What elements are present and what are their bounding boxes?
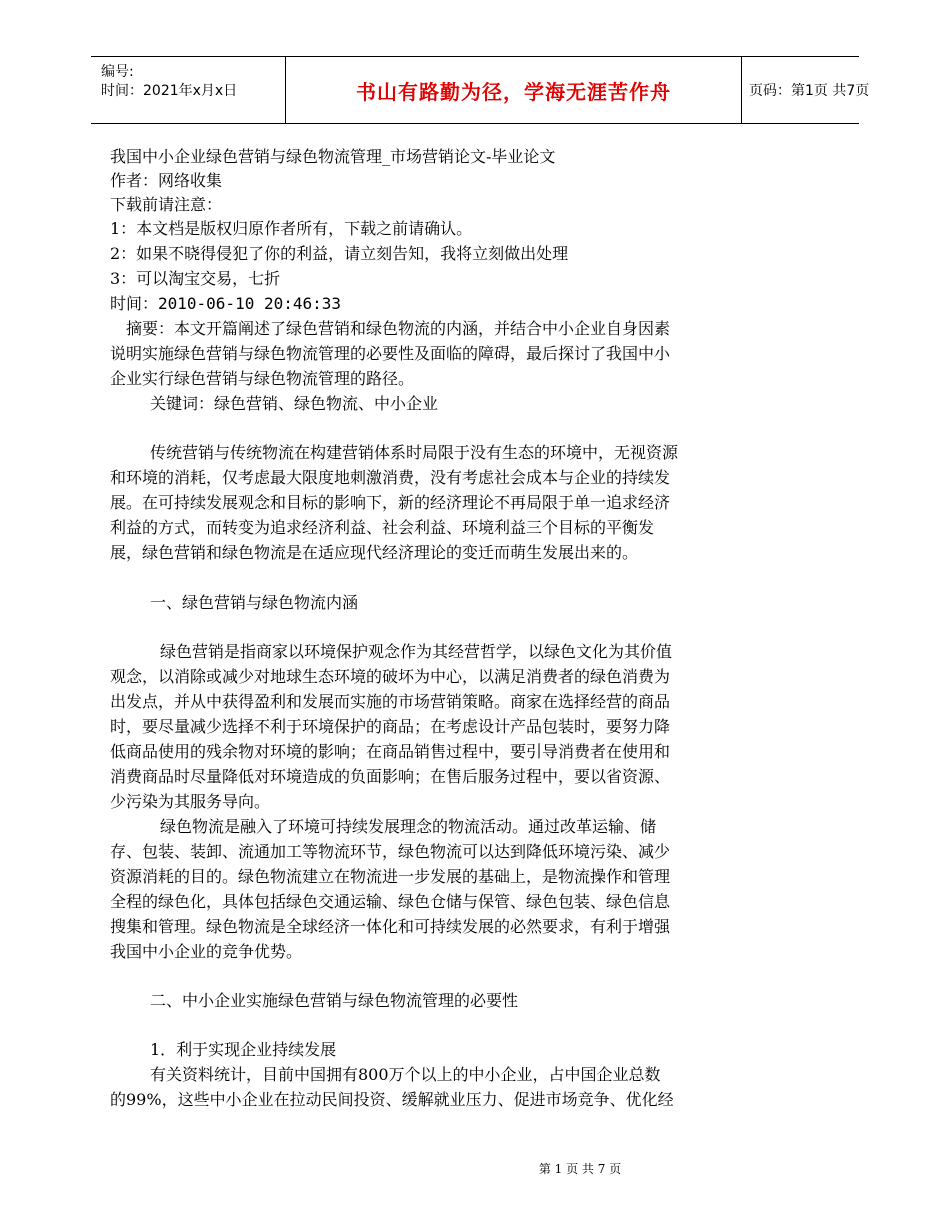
doc-time: 时间：2010-06-10 20:46:33 — [110, 294, 342, 313]
paragraph-line: 搜集和管理。绿色物流是全球经济一体化和可持续发展的必然要求，有利于增强 — [110, 917, 671, 936]
notice-heading: 下载前请注意： — [110, 195, 223, 214]
paragraph-line: 时，要尽量减少选择不利于环境保护的商品；在考虑设计产品包装时，要努力降 — [110, 717, 671, 736]
paragraph-line: 观念，以消除或减少对地球生态环境的破坏为中心，以满足消费者的绿色消费为 — [110, 667, 671, 686]
paragraph-line: 出发点，并从中获得盈利和发展而实施的市场营销策略。商家在选择经营的商品 — [110, 692, 671, 711]
header-left-cell — [91, 57, 285, 123]
paragraph-line: 的99%，这些中小企业在拉动民间投资、缓解就业压力、促进市场竞争、优化经 — [110, 1090, 674, 1109]
section-heading: 一、绿色营销与绿色物流内涵 — [150, 593, 359, 612]
doc-author: 作者：网络收集 — [110, 171, 223, 190]
keywords: 关键词：绿色营销、绿色物流、中小企业 — [150, 394, 439, 413]
paragraph-line: 存、包装、装卸、流通加工等物流环节，绿色物流可以达到降低环境污染、减少 — [110, 842, 671, 861]
abstract-line: 说明实施绿色营销与绿色物流管理的必要性及面临的障碍，最后探讨了我国中小 — [110, 344, 671, 363]
notice-item-3: 3：可以淘宝交易，七折 — [110, 269, 281, 288]
notice-item-2: 2：如果不晓得侵犯了你的利益，请立刻告知，我将立刻做出处理 — [110, 244, 569, 263]
paragraph-line: 资源消耗的目的。绿色物流建立在物流进一步发展的基础上，是物流操作和管理 — [110, 867, 671, 886]
time-label: 时间：2021年x月x日 — [101, 83, 238, 99]
paragraph-line: 绿色营销是指商家以环境保护观念作为其经营哲学，以绿色文化为其价值 — [160, 642, 673, 661]
paragraph-line: 有关资料统计，目前中国拥有800万个以上的中小企业，占中国企业总数 — [150, 1065, 661, 1084]
abstract-line: 企业实行绿色营销与绿色物流管理的路径。 — [110, 369, 415, 388]
paragraph-line: 低商品使用的残余物对环境的影响；在商品销售过程中，要引导消费者在使用和 — [110, 742, 671, 761]
paragraph-line: 全程的绿色化，具体包括绿色交通运输、绿色仓储与保管、绿色包装、绿色信息 — [110, 892, 671, 911]
paragraph-line: 和环境的消耗，仅考虑最大限度地刺激消费，没有考虑社会成本与企业的持续发 — [110, 468, 671, 487]
header-page-cell — [741, 57, 870, 123]
paragraph-line: 消费商品时尽量降低对环境造成的负面影响；在售后服务过程中，要以省资源、 — [110, 767, 671, 786]
section-heading: 二、中小企业实施绿色营销与绿色物流管理的必要性 — [150, 991, 519, 1010]
paragraph-line: 少污染为其服务导向。 — [110, 792, 271, 811]
paragraph-line: 展。在可持续发展观念和目标的影响下，新的经济理论不再局限于单一追求经济 — [110, 493, 671, 512]
page-header — [91, 56, 870, 124]
header-page-info: 页码：第1页 共7页 — [749, 83, 870, 99]
page-footer: 第 1 页 共 7 页 — [538, 1162, 622, 1176]
header-motto: 书山有路勤为径，学海无涯苦作舟 — [356, 79, 671, 104]
number-label: 编号: — [101, 64, 134, 80]
paragraph-line: 展，绿色营销和绿色物流是在适应现代经济理论的变迁而萌生发展出来的。 — [110, 543, 639, 562]
notice-item-1: 1：本文档是版权归原作者所有，下载之前请确认。 — [110, 219, 473, 238]
subsection-heading: 1．利于实现企业持续发展 — [150, 1040, 337, 1059]
paragraph-line: 利益的方式，而转变为追求经济利益、社会利益、环境利益三个目标的平衡发 — [110, 518, 655, 537]
header-motto-cell — [285, 57, 742, 123]
abstract-line: 摘要：本文开篇阐述了绿色营销和绿色物流的内涵，并结合中小企业自身因素 — [110, 319, 671, 338]
paragraph-line: 传统营销与传统物流在构建营销体系时局限于没有生态的环境中，无视资源 — [150, 443, 679, 462]
doc-title: 我国中小企业绿色营销与绿色物流管理_市场营销论文-毕业论文 — [110, 147, 556, 166]
paragraph-line: 绿色物流是融入了环境可持续发展理念的物流活动。通过改革运输、储 — [160, 817, 657, 836]
paragraph-line: 我国中小企业的竞争优势。 — [110, 942, 303, 961]
